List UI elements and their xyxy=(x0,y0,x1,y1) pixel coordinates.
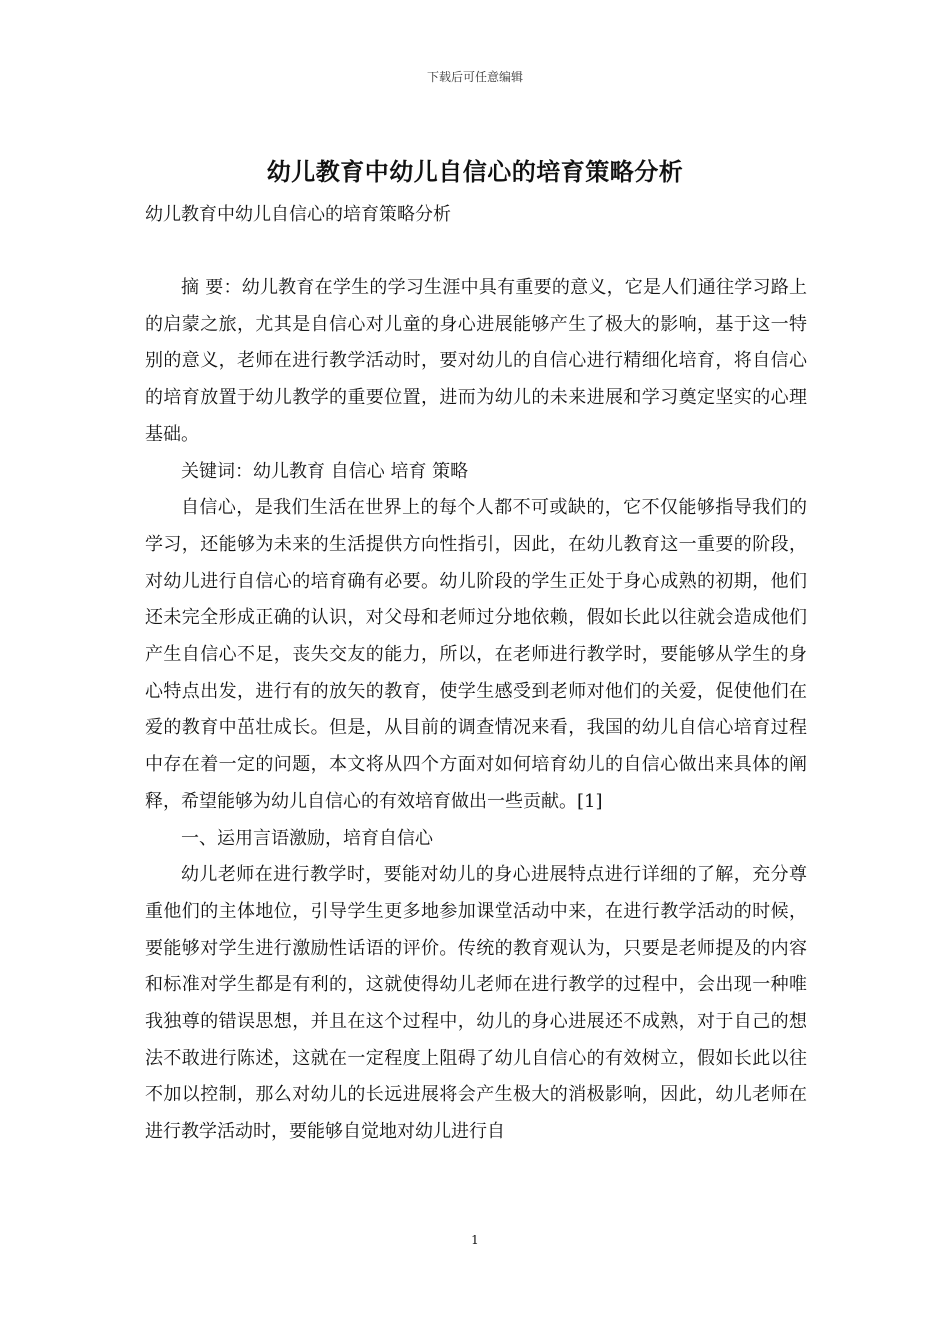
page-header-note: 下载后可任意编辑 xyxy=(426,70,523,84)
page-number: 1 xyxy=(471,1233,479,1247)
section-heading-1: 一、运用言语激励，培育自信心 xyxy=(181,827,433,849)
abstract-paragraph: 摘 要：幼儿教育在学生的学习生涯中具有重要的意义，它是人们通往学习路上的启蒙之旅，尤其是自信心对儿童的身心进展能够产生了极大的影响，基于这一特别的意义，老师在进行教学活动时，要对幼儿的自信心进行精细化培育，将自信心的培育放置于幼儿教学的重要位置，进而为幼儿的未来进展和学习奠定坚实的心理基础。 xyxy=(145,277,807,445)
document-title: 幼儿教育中幼儿自信心的培育策略分析 xyxy=(266,158,684,186)
document-subtitle: 幼儿教育中幼儿自信心的培育策略分析 xyxy=(145,204,451,225)
document-body xyxy=(145,270,807,1151)
intro-paragraph: 自信心，是我们生活在世界上的每个人都不可或缺的，它不仅能够指导我们的学习，还能够为未来的生活提供方向性指引，因此，在幼儿教育这一重要的阶段，对幼儿进行自信心的培育确有必要。幼儿阶段的学生正处于身心成熟的初期，他们还未完全形成正确的认识，对父母和老师过分地依赖，假如长此以往就会造成他们产生自信心不足，丧失交友的能力，所以，在老师进行教学时，要能够从学生的身心特点出发，进行有的放矢的教育，使学生感受到老师对他们的关爱，促使他们在爱的教育中茁壮成长。但是，从目前的调查情况来看，我国的幼儿自信心培育过程中存在着一定的问题，本文将从四个方面对如何培育幼儿的自信心做出来具体的阐释，希望能够为幼儿自信心的有效培育做出一些贡献。[1] xyxy=(145,497,807,812)
keywords-line: 关键词：幼儿教育 自信心 培育 策略 xyxy=(181,460,469,482)
section-1-paragraph: 幼儿老师在进行教学时，要能对幼儿的身心进展特点进行详细的了解，充分尊重他们的主体地位，引导学生更多地参加课堂活动中来，在进行教学活动的时候，要能够对学生进行激励性话语的评价。传统的教育观认为，只要是老师提及的内容和标准对学生都是有利的，这就使得幼儿老师在进行教学的过程中，会出现一种唯我独尊的错误思想，并且在这个过程中，幼儿的身心进展还不成熟，对于自己的想法不敢进行陈述，这就在一定程度上阻碍了幼儿自信心的有效树立，假如长此以往不加以控制，那么对幼儿的长远进展将会产生极大的消极影响，因此，幼儿老师在进行教学活动时，要能够自觉地对幼儿进行自 xyxy=(145,864,807,1143)
